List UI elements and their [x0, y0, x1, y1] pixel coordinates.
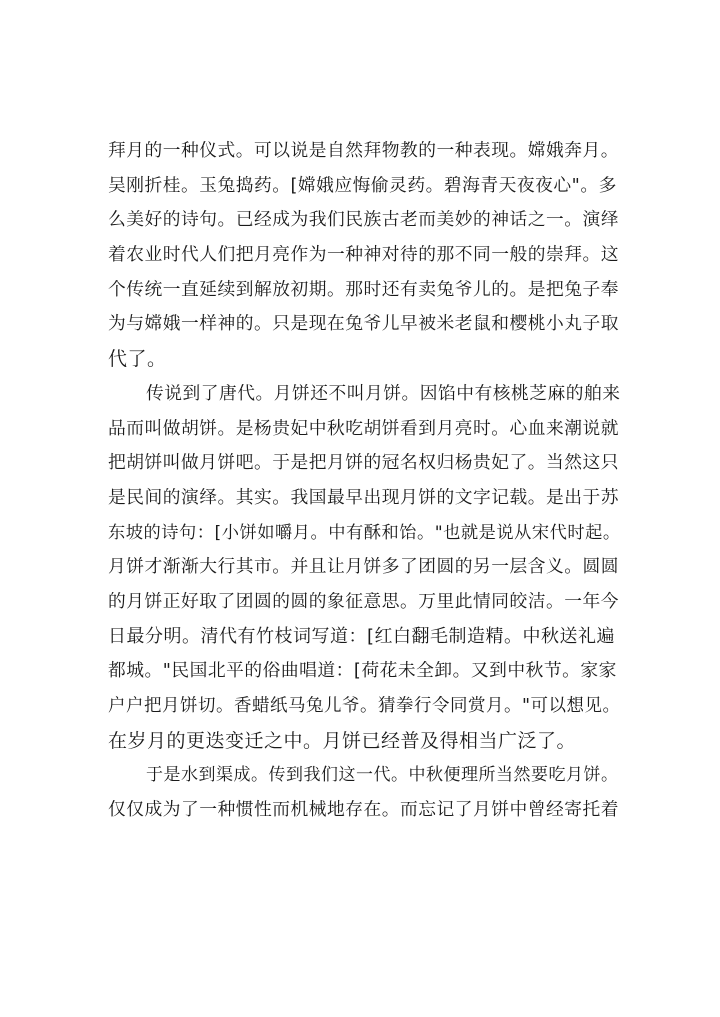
text-line: 吴刚折桂。玉兔捣药。[嫦娥应悔偷灵药。碧海青天夜夜心"。多: [108, 175, 617, 196]
paragraph-2: [108, 377, 620, 759]
text-line: 传说到了唐代。月饼还不叫月饼。因馅中有核桃芝麻的舶来: [146, 383, 621, 404]
body-text: [108, 134, 620, 828]
text-line: 么美好的诗句。已经成为我们民族古老而美妙的神话之一。演绎: [108, 210, 620, 231]
text-line: 为与嫦娥一样神的。只是现在兔爷儿早被米老鼠和樱桃小丸子取: [108, 314, 620, 335]
text-line: 拜月的一种仪式。可以说是自然拜物教的一种表现。嫦娥奔月。: [108, 141, 620, 161]
text-line: 代了。: [108, 348, 167, 371]
paragraph-3: [108, 758, 620, 827]
text-line: 品而叫做胡饼。是杨贵妃中秋吃胡饼看到月亮时。心血来潮说就: [108, 418, 620, 439]
text-line: 东坡的诗句：[小饼如嚼月。中有酥和饴。"也就是说从宋代时起。: [108, 522, 621, 543]
text-line: 都城。"民国北平的俗曲唱道：[荷花未全卸。又到中秋节。家家: [108, 661, 617, 682]
text-line: 日最分明。清代有竹枝词写道：[红白翻毛制造精。中秋送礼遍: [108, 625, 616, 647]
paragraph-1: [108, 134, 620, 377]
text-line: 着农业时代人们把月亮作为一种神对待的那不同一般的崇拜。这: [108, 245, 620, 266]
text-line: 月饼才渐渐大行其市。并且让月饼多了团圆的另一层含义。圆圆: [108, 557, 620, 578]
text-line: 户户把月饼切。香蜡纸马兔儿爷。猜拳行令同赏月。"可以想见。: [108, 696, 621, 716]
text-line: 于是水到渠成。传到我们这一代。中秋便理所当然要吃月饼。: [146, 765, 619, 786]
text-line: 在岁月的更迭变迁之中。月饼已经普及得相当广泛了。: [108, 729, 577, 752]
text-line: 个传统一直延续到解放初期。那时还有卖兔爷儿的。是把兔子奉: [108, 279, 620, 300]
text-line: 把胡饼叫做月饼吧。于是把月饼的冠名权归杨贵妃了。当然这只: [108, 453, 620, 474]
text-line: 的月饼正好取了团圆的圆的象征意思。万里此情同皎洁。一年今: [108, 591, 620, 612]
text-line: 仅仅成为了一种惯性而机械地存在。而忘记了月饼中曾经寄托着: [108, 800, 620, 821]
text-line: 是民间的演绎。其实。我国最早出现月饼的文字记载。是出于苏: [108, 487, 620, 508]
